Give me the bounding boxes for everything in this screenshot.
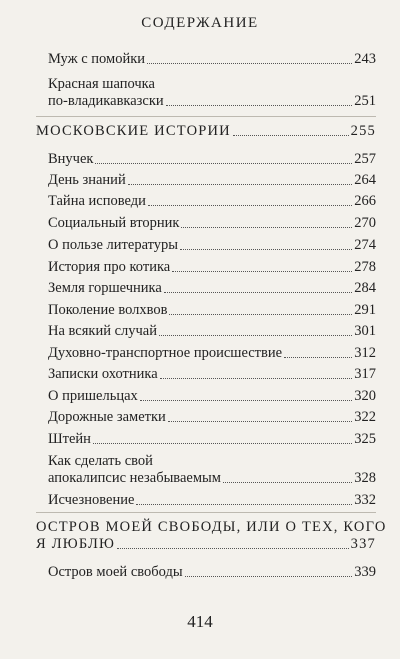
section-divider xyxy=(36,116,376,117)
entry-title: Социальный вторник xyxy=(48,215,180,231)
entry-page: 339 xyxy=(354,564,376,580)
entry-title: О пришельцах xyxy=(48,388,138,404)
entry-title-line1: Красная шапочка xyxy=(48,76,155,92)
entry-page: 257 xyxy=(354,151,376,167)
entry-title: Муж с помойки xyxy=(48,51,146,67)
entry-title-line1: Как сделать свой xyxy=(48,453,153,469)
section-title: МОСКОВСКИЕ ИСТОРИИ xyxy=(36,123,231,139)
toc-entry xyxy=(48,344,376,362)
toc-entry xyxy=(48,171,376,189)
entry-page: 284 xyxy=(354,280,376,296)
entry-title: апокалипсис незабываемым xyxy=(48,470,221,486)
dot-leader xyxy=(93,443,352,444)
entry-title: История про котика xyxy=(48,259,171,275)
dot-leader xyxy=(284,357,352,358)
entry-title: Тайна исповеди xyxy=(48,193,146,209)
entry-title: О пользе литературы xyxy=(48,237,179,253)
dot-leader xyxy=(166,105,353,106)
dot-leader xyxy=(180,249,352,250)
toc-entry xyxy=(48,365,376,383)
toc-entry xyxy=(48,50,376,68)
entry-page: 291 xyxy=(354,302,376,318)
entry-title: Духовно-транспортное происшествие xyxy=(48,345,283,361)
dot-leader xyxy=(95,163,352,164)
dot-leader xyxy=(160,378,353,379)
entry-title: Исчезновение xyxy=(48,492,135,508)
section-page: 255 xyxy=(350,123,376,139)
dot-leader xyxy=(136,504,352,505)
entry-title: Земля горшечника xyxy=(48,280,162,296)
entry-page: 266 xyxy=(354,193,376,209)
dot-leader xyxy=(223,482,352,483)
entry-page: 317 xyxy=(354,366,376,382)
entry-page: 243 xyxy=(354,51,376,67)
dot-leader xyxy=(164,292,352,293)
entry-title: Штейн xyxy=(48,431,91,447)
toc-entry xyxy=(48,192,376,210)
entry-title: На всякий случай xyxy=(48,323,157,339)
dot-leader xyxy=(181,227,352,228)
page-header: СОДЕРЖАНИЕ xyxy=(141,15,259,31)
toc-entry xyxy=(48,214,376,232)
toc-entry xyxy=(48,387,376,405)
entry-title: Внучек xyxy=(48,151,94,167)
entry-title: День знаний xyxy=(48,172,126,188)
entry-page: 325 xyxy=(354,431,376,447)
toc-entry xyxy=(48,236,376,254)
dot-leader xyxy=(117,548,349,549)
dot-leader xyxy=(140,400,352,401)
entry-page: 312 xyxy=(354,345,376,361)
toc-entry xyxy=(48,408,376,426)
toc-entry xyxy=(48,150,376,168)
entry-page: 322 xyxy=(354,409,376,425)
section-title-line1: ОСТРОВ МОЕЙ СВОБОДЫ, ИЛИ О ТЕХ, КОГО xyxy=(36,519,387,535)
entry-page: 332 xyxy=(354,492,376,508)
entry-page: 251 xyxy=(354,93,376,109)
entry-page: 301 xyxy=(354,323,376,339)
entry-page: 320 xyxy=(354,388,376,404)
toc-entry xyxy=(48,430,376,448)
entry-page: 274 xyxy=(354,237,376,253)
entry-page: 270 xyxy=(354,215,376,231)
entry-page: 264 xyxy=(354,172,376,188)
dot-leader xyxy=(185,576,353,577)
toc-section xyxy=(36,122,376,140)
toc-entry xyxy=(48,491,376,509)
toc-entry xyxy=(48,279,376,297)
toc-entry xyxy=(48,322,376,340)
dot-leader xyxy=(148,205,352,206)
dot-leader xyxy=(172,271,352,272)
entry-title: по-владикавказски xyxy=(48,93,164,109)
toc-entry xyxy=(48,563,376,581)
section-page: 337 xyxy=(350,536,376,552)
toc-entry xyxy=(48,301,376,319)
entry-title: Остров моей свободы xyxy=(48,564,183,580)
dot-leader xyxy=(147,63,352,64)
section-divider xyxy=(36,512,376,513)
dot-leader xyxy=(168,421,352,422)
toc-entry xyxy=(48,92,376,110)
dot-leader xyxy=(233,135,349,136)
toc-entry xyxy=(48,469,376,487)
dot-leader xyxy=(169,314,352,315)
section-title: Я ЛЮБЛЮ xyxy=(36,536,116,552)
dot-leader xyxy=(128,184,353,185)
entry-title: Дорожные заметки xyxy=(48,409,166,425)
page-number: 414 xyxy=(187,612,213,631)
entry-title: Записки охотника xyxy=(48,366,158,382)
entry-title: Поколение волхвов xyxy=(48,302,168,318)
entry-page: 328 xyxy=(354,470,376,486)
toc-section xyxy=(36,535,376,553)
entry-page: 278 xyxy=(354,259,376,275)
dot-leader xyxy=(159,335,352,336)
toc-entry xyxy=(48,258,376,276)
